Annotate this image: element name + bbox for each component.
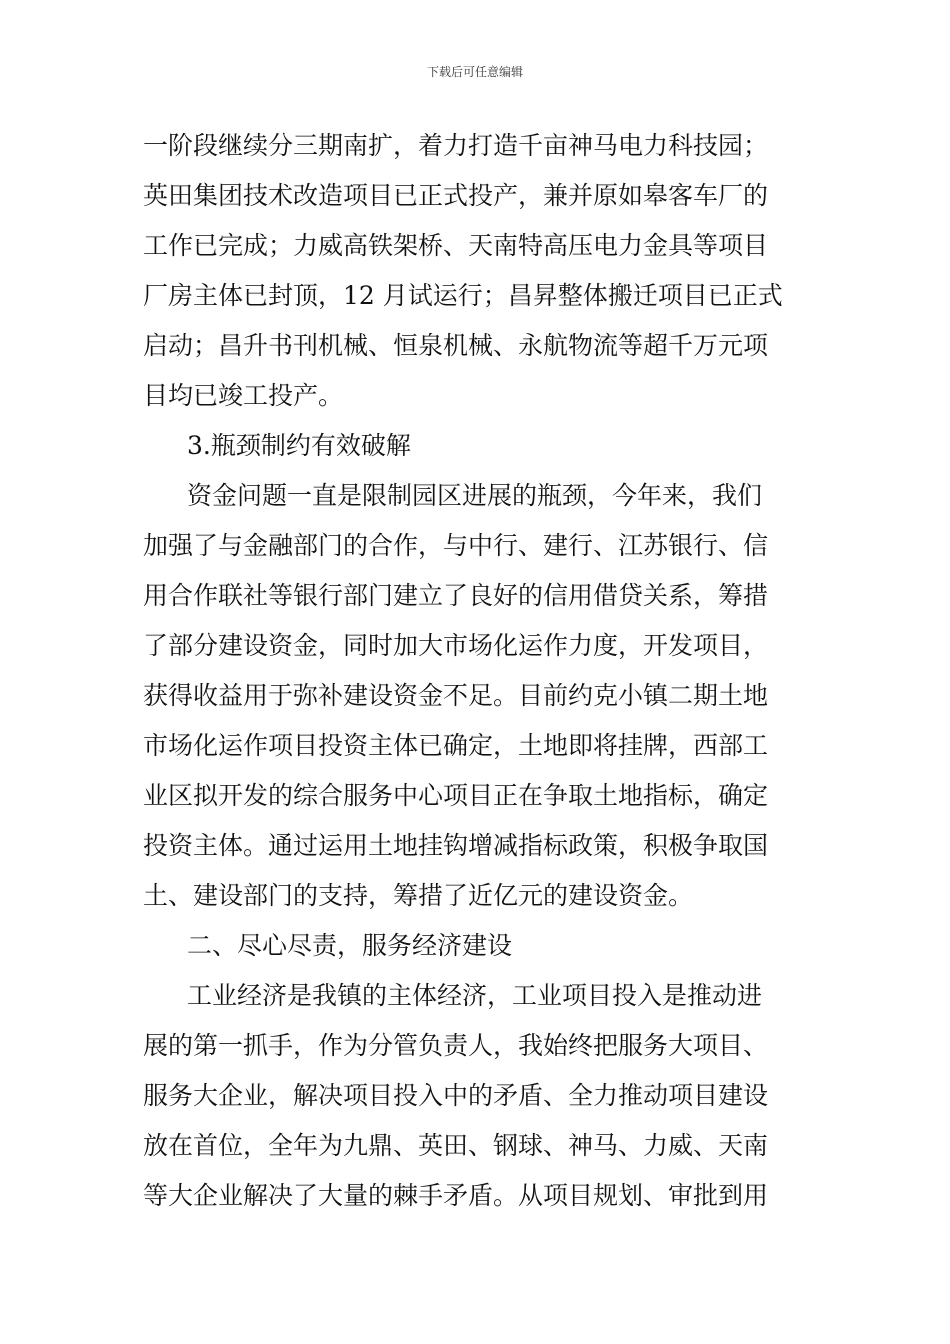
paragraph-line: 业区拟开发的综合服务中心项目正在争取土地指标，确定 xyxy=(143,781,769,810)
paragraph-line: 资金问题一直是限制园区进展的瓶颈，今年来，我们 xyxy=(187,481,763,510)
paragraph-line: 了部分建设资金，同时加大市场化运作力度，开发项目， xyxy=(143,631,769,660)
paragraph-line: 土、建设部门的支持，筹措了近亿元的建设资金。 xyxy=(143,881,694,910)
paragraph-line: 厂房主体已封顶，12 月试运行；昌昇整体搬迁项目已正式 xyxy=(143,281,783,310)
paragraph-line: 市场化运作项目投资主体已确定，土地即将挂牌，西部工 xyxy=(143,731,769,760)
page-header: 下载后可任意编辑 xyxy=(426,65,523,79)
paragraph-line: 工业经济是我镇的主体经济，工业项目投入是推动进 xyxy=(187,981,763,1010)
document-body xyxy=(143,121,809,1221)
paragraph-line: 放在首位，全年为九鼎、英田、钢球、神马、力威、天南 xyxy=(143,1131,769,1160)
paragraph-line: 等大企业解决了大量的棘手矛盾。从项目规划、审批到用 xyxy=(143,1181,769,1210)
section-heading: 二、尽心尽责，服务经济建设 xyxy=(187,931,513,960)
paragraph-line: 用合作联社等银行部门建立了良好的信用借贷关系，筹措 xyxy=(143,581,769,610)
paragraph-line: 投资主体。通过运用土地挂钩增减指标政策，积极争取国 xyxy=(143,831,769,860)
paragraph-line: 获得收益用于弥补建设资金不足。目前约克小镇二期土地 xyxy=(143,681,769,710)
paragraph-line: 加强了与金融部门的合作，与中行、建行、江苏银行、信 xyxy=(143,531,769,560)
paragraph-line: 启动；昌升书刊机械、恒泉机械、永航物流等超千万元项 xyxy=(143,331,769,360)
paragraph-line: 一阶段继续分三期南扩，着力打造千亩神马电力科技园； xyxy=(143,131,769,160)
paragraph-line: 展的第一抓手，作为分管负责人，我始终把服务大项目、 xyxy=(143,1031,769,1060)
paragraph-line: 目均已竣工投产。 xyxy=(143,381,344,410)
section-heading: 3.瓶颈制约有效破解 xyxy=(187,431,411,460)
paragraph-line: 服务大企业，解决项目投入中的矛盾、全力推动项目建设 xyxy=(143,1081,769,1110)
paragraph-line: 英田集团技术改造项目已正式投产，兼并原如皋客车厂的 xyxy=(143,181,769,210)
paragraph-line: 工作已完成；力威高铁架桥、天南特高压电力金具等项目 xyxy=(143,231,769,260)
